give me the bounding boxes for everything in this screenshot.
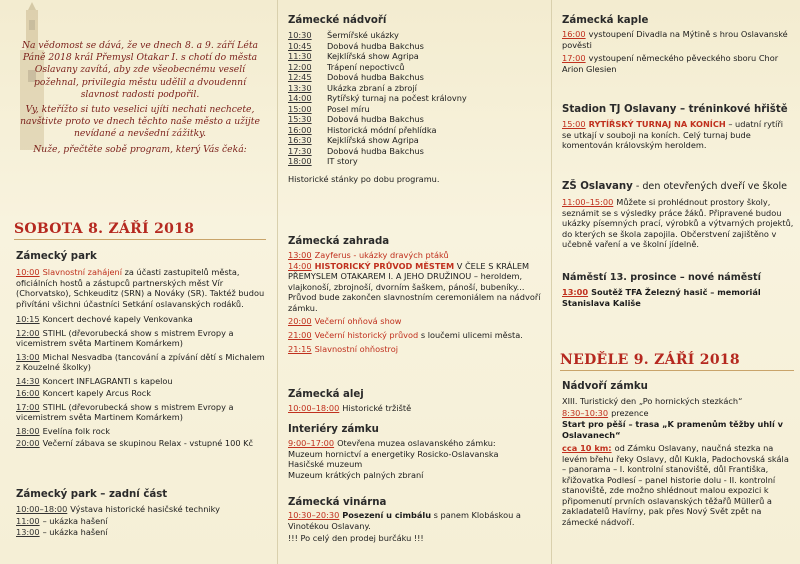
section-school <box>562 174 794 250</box>
event-item: 14:30 Koncert INFLAGRANTI s kapelou <box>16 375 173 386</box>
event-item: 13:00 Zayferus - ukázky dravých ptáků <box>288 250 449 260</box>
event-item: 17:00 vystoupení německého pěveckého sboru Chor Arion Glesien <box>562 53 779 74</box>
event-text: Šermířské ukázky <box>327 30 399 40</box>
event-item: 10:00–18:00 Výstava historické hasičské techniky <box>16 504 220 514</box>
section-title: Interiéry zámku <box>288 424 379 435</box>
courtyard-event <box>288 72 544 83</box>
event-time: 16:30 <box>288 135 312 145</box>
event-item: 8:30–10:30 prezence <box>562 407 649 418</box>
courtyard-event <box>288 83 544 94</box>
event-time: 16:00 <box>288 124 312 135</box>
event-time: 12:45 <box>288 72 312 82</box>
event-item: 18:00 Evelína folk rock <box>16 425 110 436</box>
section-courtyard <box>288 15 544 184</box>
courtyard-list <box>288 30 544 167</box>
event-time: 11:30 <box>288 51 312 61</box>
event-text: Historická módní přehlídka <box>327 124 437 135</box>
event-time: 18:00 <box>288 156 312 166</box>
section-sunday-courtyard <box>562 381 794 527</box>
section-title: Nádvoří zámku <box>562 381 648 392</box>
section-title: Stadion TJ Oslavany – tréninkové hřiště <box>562 104 788 115</box>
section-title: Zámecký park <box>16 251 97 262</box>
event-item: 10:00 Slavnostní zahájení za účasti zastupitelů města, oficiálních hostů a zástupců partnerských měst Vír (Chorvatsko), Schkeuditz (SRN) a Nováky (SR). Taktéž budou přivítáni všichni účastníci Setkání oslavanských rodáků. <box>16 267 265 309</box>
event-item: 10:00–18:00 Historické tržiště <box>288 403 412 413</box>
courtyard-event <box>288 93 544 104</box>
sunday-header <box>560 352 794 371</box>
event-item: cca 10 km: od Zámku Oslavany, naučná stezka na levém břehu řeky Oslavy, důl Kukla, Padochovská skála – panorama – I. kontrolní stanoviště, důl Františka, křižovatka Podlesí – panel historie dolu - II. kontrolní stanoviště, zde možno shlédnout malou expozici k připomenutí prvních oslavanských těžařů Müllerů a zakladatelů Havírny, pak přes Nový Svět zpět na zámecké nádvoří. <box>562 443 789 527</box>
event-time: 13:30 <box>288 82 312 93</box>
section-subtitle: - den otevřených dveří ve škole <box>632 181 788 192</box>
courtyard-event <box>288 30 544 41</box>
courtyard-event <box>288 62 544 73</box>
event-text: Trápení nepoctivců <box>327 61 405 72</box>
event-time: 17:30 <box>288 145 312 156</box>
museum-line: Muzeum krátkých palných zbraní <box>288 469 424 480</box>
column-2 <box>280 0 550 564</box>
event-item: 12:00 STIHL (dřevorubecká show s mistrem Evropy a vicemistrem světa Martinem Komárkem) <box>16 327 234 348</box>
event-item: 13:00 – ukázka hašení <box>16 527 108 537</box>
courtyard-event <box>288 104 544 115</box>
event-item: 20:00 Večerní zábava se skupinou Relax - vstupné 100 Kč <box>16 438 254 448</box>
tourist-day: XIII. Turistický den „Po hornických stezkách“ <box>562 396 743 406</box>
courtyard-event <box>288 125 544 136</box>
section-wine-bar <box>288 497 544 544</box>
courtyard-event <box>288 114 544 125</box>
section-title: Náměstí 13. prosince – nové náměstí <box>562 272 761 283</box>
courtyard-event <box>288 51 544 62</box>
section-title: Zámecká kaple <box>562 15 649 26</box>
sunday-title: NEDĚLE 9. ZÁŘÍ 2018 <box>560 352 740 368</box>
event-time: 12:00 <box>288 61 312 72</box>
event-text: Rytířský turnaj na počest královny <box>327 93 467 103</box>
event-item: 11:00 – ukázka hašení <box>16 515 108 526</box>
event-time: 15:00 <box>288 103 312 114</box>
event-item: 9:00–17:00 Otevřena muzea oslavanského zámku: <box>288 438 496 448</box>
section-interiors <box>288 424 544 480</box>
event-item: 13:00 Soutěž TFA Železný hasič – memoriál Stanislava Kališe <box>562 287 761 308</box>
event-item: 21:00 Večerní historický průvod s loučemi ulicemi města. <box>288 329 523 340</box>
note: !!! Po celý den prodej burčáku !!! <box>288 533 424 543</box>
section-title: Zámecká zahrada <box>288 236 390 247</box>
courtyard-event <box>288 135 544 146</box>
note: Historické stánky po dobu programu. <box>288 173 440 184</box>
column-divider <box>551 0 552 564</box>
event-text: Dobová hudba Bakchus <box>327 40 424 51</box>
event-text: Dobová hudba Bakchus <box>327 114 424 124</box>
event-item: 13:00 Michal Nesvadba (tancování a zpívání dětí s Michalem z Kouzelné školky) <box>16 351 265 372</box>
event-time: 15:30 <box>288 114 312 124</box>
intro-paragraph-3: Nuže, přečtěte sobě program, který Vás čeká: <box>33 143 247 155</box>
event-item: 10:30–20:30 Posezení u cimbálu s panem Klobáskou a Vinotékou Oslavany. <box>288 510 521 531</box>
event-item: 16:00 vystoupení Divadla na Mýtině s hrou Oslavanské pověsti <box>562 29 788 50</box>
section-title: Zámecký park – zadní část <box>16 489 168 500</box>
section-stadium <box>562 104 794 151</box>
event-text: IT story <box>327 156 358 166</box>
section-square <box>562 272 794 308</box>
section-title: Zámecká alej <box>288 389 364 400</box>
column-divider <box>277 0 278 564</box>
event-item-note: Průvod bude zakončen slavnostním ceremoniálem na nádvoří zámku. <box>288 292 541 313</box>
column-3 <box>553 0 800 564</box>
event-text: Dobová hudba Bakchus <box>327 72 424 82</box>
section-castle-park-back <box>16 489 268 538</box>
courtyard-event <box>288 156 544 167</box>
section-title: Zámecké nádvoří <box>288 15 387 26</box>
event-text: Kejklířská show Agripa <box>327 51 419 61</box>
section-castle-park <box>16 251 268 449</box>
section-alley <box>288 389 544 414</box>
section-chapel <box>562 15 794 74</box>
event-time: 10:30 <box>288 30 312 40</box>
event-item: 10:15 Koncert dechové kapely Venkovanka <box>16 314 193 324</box>
event-time: 14:00 <box>288 93 312 103</box>
event-item: 15:00 RYTÍŘSKÝ TURNAJ NA KONÍCH – udatní rytíři se utkají v souboji na koních. Celý turnaj bude komentován královským heroldem. <box>562 119 784 150</box>
event-item: 11:00–15:00 Můžete si prohlédnout prostory školy, seznámit se s výsledky práce žáků. Připravené budou ukázky písemných prací, výrobků a výtvarných projektů, do kterých se škola zapojila. Občerstvení zajištěno v učebně vaření a ve školní jídelně. <box>562 197 794 249</box>
section-title: Zámecká vinárna <box>288 497 387 508</box>
event-item: 20:00 Večerní ohňová show <box>288 316 402 326</box>
intro-paragraph-2: Vy, kteřížto si tuto veselici ujíti nechati nechcete, navštivte proto ve dnech těchto naše město a užijte nevídané a nevšední zážitky. <box>20 104 260 140</box>
event-item: 14:00 HISTORICKÝ PRŮVOD MĚSTEM V ČELE S KRÁLEM PŘEMYSLEM OTAKAREM I. A JEHO DRUŽINOU – heroldem, vlajkonoší, zbrojnoší, dvorním šaškem, pánoší, bubeníky... <box>288 260 530 292</box>
courtyard-event <box>288 41 544 52</box>
event-item: 17:00 STIHL (dřevorubecká show s mistrem Evropy a vicemistrem světa Martinem Komárkem) <box>16 401 234 422</box>
event-item: 16:00 Koncert kapely Arcus Rock <box>16 388 151 398</box>
event-text: Posel míru <box>327 103 370 114</box>
event-text: Dobová hudba Bakchus <box>327 145 424 156</box>
intro-text <box>14 40 266 159</box>
event-text: Kejklířská show Agripa <box>327 135 419 145</box>
column-1 <box>0 0 276 564</box>
event-item: 21:15 Slavnostní ohňostroj <box>288 344 399 354</box>
saturday-title: SOBOTA 8. ZÁŘÍ 2018 <box>14 221 195 237</box>
event-text: Ukázka zbraní a zbrojí <box>327 82 417 93</box>
route-name: Start pro pěší – trasa „K pramenům těžby uhlí v Oslavanech“ <box>562 419 783 440</box>
intro-paragraph-1: Na vědomost se dává, že ve dnech 8. a 9. září Léta Páně 2018 král Přemysl Otakar I. s chotí do města Oslavany zavítá, aby zde všeobecnému veselí požehnal, privilegia městu udělil a dvoudenní slavnost radosti podpořil. <box>22 40 258 100</box>
museum-line: Hasičské muzeum <box>288 459 363 469</box>
courtyard-event <box>288 146 544 157</box>
saturday-header <box>14 221 266 240</box>
section-title: ZŠ Oslavany <box>562 181 633 192</box>
event-time: 10:45 <box>288 40 312 51</box>
museum-line: Muzeum hornictví a energetiky Rosicko-Oslavanska <box>288 448 499 459</box>
section-garden <box>288 236 544 355</box>
